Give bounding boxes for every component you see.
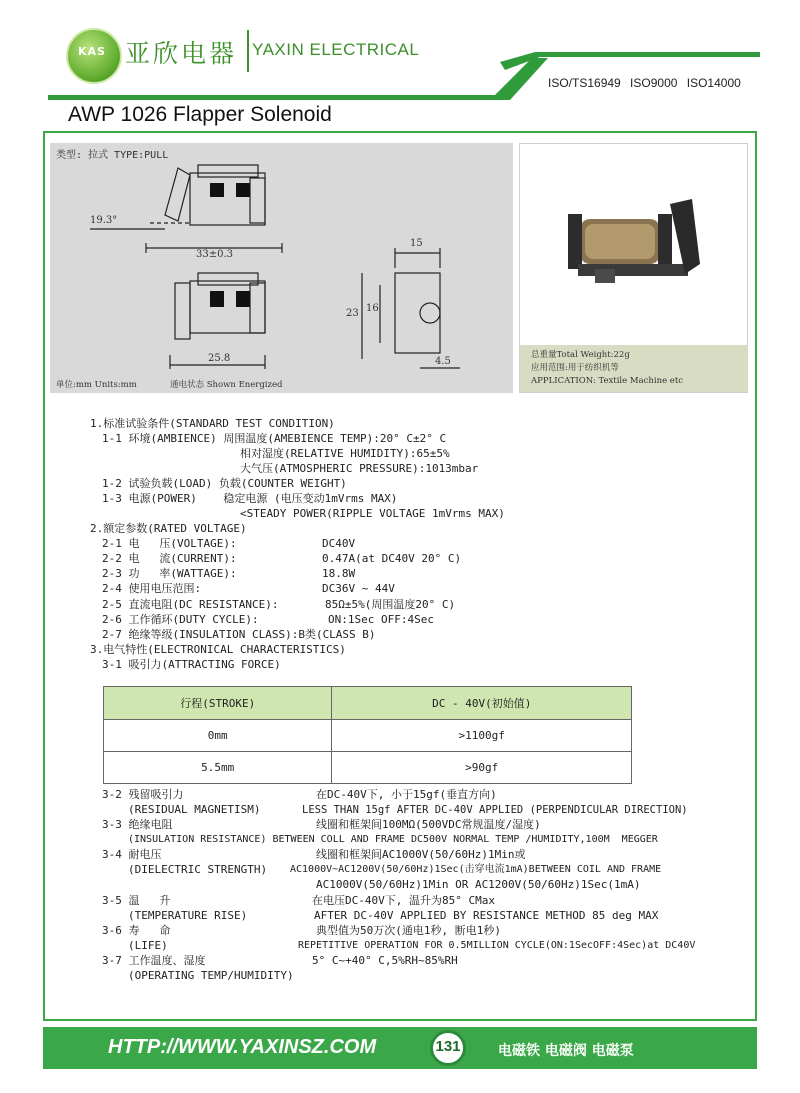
dim-height-inner: 16 <box>366 303 379 314</box>
spec-3-7-value: 5° C~+40° C,5%RH~85%RH <box>312 954 458 967</box>
spec-3-7: 3-7 工作温度、湿度 <box>102 954 206 967</box>
dim-foot: 4.5 <box>435 356 451 367</box>
table-cell-stroke: 0mm <box>104 720 332 752</box>
table-header-dc40v: DC - 40V(初始值) <box>332 687 632 720</box>
spec-2-5-value: 85Ω±5%(周围温度20° C) <box>325 598 456 611</box>
spec-2-6-value: ON:1Sec OFF:4Sec <box>328 613 434 626</box>
spec-3-4b: (DIELECTRIC STRENGTH) <box>128 863 268 876</box>
logo-text: KAS <box>78 45 106 58</box>
table-cell-force: >1100gf <box>332 720 632 752</box>
brand-name-cn: 亚欣电器 <box>125 39 238 68</box>
dim-width: 15 <box>410 238 423 249</box>
spec-1-1c: 大气压(ATMOSPHERIC PRESSURE):1013mbar <box>240 462 479 475</box>
dim-angle: 19.3° <box>90 215 118 226</box>
page-title: AWP 1026 Flapper Solenoid <box>68 103 332 126</box>
spec-3-5b-value: AFTER DC-40V APPLIED BY RESISTANCE METHOD 85 deg MAX <box>314 909 659 922</box>
type-label: 类型: 拉式 TYPE:PULL <box>56 150 169 161</box>
spec-3-2-value: 在DC-40V下, 小于15gf(垂直方向) <box>316 788 497 801</box>
footer-products: 电磁铁 电磁阀 电磁泵 <box>498 1043 634 1059</box>
dim-length: 33±0.3 <box>196 249 234 260</box>
spec-1: 1.标准试验条件(STANDARD TEST CONDITION) <box>90 417 335 430</box>
spec-3-5b: (TEMPERATURE RISE) <box>128 909 248 922</box>
spec-2-6: 2-6 工作循环(DUTY CYCLE): <box>102 613 259 626</box>
spec-2-4-value: DC36V ~ 44V <box>322 582 395 595</box>
photo-caption <box>520 345 748 392</box>
spec-1-1b: 相对湿度(RELATIVE HUMIDITY):65±5% <box>240 447 450 460</box>
table-cell-force: >90gf <box>332 752 632 784</box>
spec-3-6b: (LIFE) <box>128 939 168 952</box>
table-header-stroke: 行程(STROKE) <box>104 687 332 720</box>
brand-name-en: YAXIN ELECTRICAL <box>252 40 420 59</box>
website-link[interactable]: HTTP://WWW.YAXINSZ.COM <box>108 1036 377 1058</box>
spec-1-1: 1-1 环境(AMBIENCE) 周围温度(AMEBIENCE TEMP):20° C±2° C <box>102 432 447 445</box>
spec-2-3-value: 18.8W <box>322 567 356 580</box>
brand-divider <box>247 30 249 72</box>
spec-3-6-value: 典型值为50万次(通电1秒, 断电1秒) <box>316 924 501 937</box>
attracting-force-table <box>103 686 632 784</box>
spec-3-3: 3-3 绝缘电阻 <box>102 818 173 831</box>
technical-drawing <box>50 143 513 393</box>
application-en: APPLICATION: Textile Machine etc <box>531 376 684 386</box>
spec-3-5: 3-5 温 升 <box>102 894 171 907</box>
spec-3-1: 3-1 吸引力(ATTRACTING FORCE) <box>102 658 281 671</box>
spec-3-6b-value: REPETITIVE OPERATION FOR 0.5MILLION CYCLE(ON:1SecOFF:4Sec)at DC40V <box>298 940 696 951</box>
spec-2: 2.额定参数(RATED VOLTAGE) <box>90 522 247 535</box>
spec-3-2b-value: LESS THAN 15gf AFTER DC-40V APPLIED (PERPENDICULAR DIRECTION) <box>302 804 688 816</box>
spec-3-4b-value: AC1000V~AC1200V(50/60Hz)1Sec(击穿电流1mA)BETWEEN COIL AND FRAME <box>290 864 662 875</box>
spec-3-4c: AC1000V(50/60Hz)1Min OR AC1200V(50/60Hz)1Sec(1mA) <box>316 878 641 891</box>
spec-3-4-value: 线圈和框架间AC1000V(50/60Hz)1Min或 <box>316 848 526 861</box>
spec-2-4: 2-4 使用电压范围: <box>102 582 202 595</box>
spec-2-3: 2-3 功 率(WATTAGE): <box>102 567 237 580</box>
table-row <box>104 752 632 784</box>
spec-2-2-value: 0.47A(at DC40V 20° C) <box>322 552 462 565</box>
spec-3-2b: (RESIDUAL MAGNETISM) <box>128 803 261 816</box>
spec-3-2: 3-2 残留吸引力 <box>102 788 184 801</box>
spec-2-2: 2-2 电 流(CURRENT): <box>102 552 237 565</box>
units-label: 单位:mm Units:mm <box>56 380 137 390</box>
total-weight: 总重量Total Weight:22g <box>531 350 630 360</box>
spec-2-1: 2-1 电 压(VOLTAGE): <box>102 537 237 550</box>
spec-1-3b: <STEADY POWER(RIPPLE VOLTAGE 1mVrms MAX) <box>240 507 505 520</box>
table-row <box>104 720 632 752</box>
application-cn: 应用范围:用于纺织机等 <box>531 363 619 373</box>
spec-3-3b: (INSULATION RESISTANCE) BETWEEN COLL AND FRAME DC500V NORMAL TEMP /HUMIDITY,100M MEGGER <box>128 834 658 845</box>
page-number: 131 <box>435 1038 461 1055</box>
spec-3-4: 3-4 耐电压 <box>102 848 162 861</box>
spec-2-5: 2-5 直流电阻(DC RESISTANCE): <box>102 598 279 611</box>
certifications: ISO/TS16949 ISO9000 ISO14000 <box>548 76 741 90</box>
table-cell-stroke: 5.5mm <box>104 752 332 784</box>
spec-3-7b: (OPERATING TEMP/HUMIDITY) <box>128 969 294 982</box>
spec-1-3: 1-3 电源(POWER) 稳定电源 (电压变动1mVrms MAX) <box>102 492 398 505</box>
spec-3: 3.电气特性(ELECTRONICAL CHARACTERISTICS) <box>90 643 346 656</box>
spec-2-1-value: DC40V <box>322 537 356 550</box>
solenoid-photo-svg <box>520 144 749 344</box>
dim-base: 25.8 <box>208 353 231 364</box>
spec-3-5-value: 在电压DC-40V下, 温升为85° CMax <box>312 894 495 907</box>
table-header-row <box>104 687 632 720</box>
spec-1-2: 1-2 试验负载(LOAD) 负载(COUNTER WEIGHT) <box>102 477 347 490</box>
spec-3-6: 3-6 寿 命 <box>102 924 171 937</box>
state-label: 通电状态 Shown Energized <box>170 380 283 390</box>
spec-2-7: 2-7 绝缘等级(INSULATION CLASS):B类(CLASS B) <box>102 628 376 641</box>
dim-height-outer: 23 <box>346 308 359 319</box>
spec-3-3-value: 线圈和框架间100MΩ(500VDC常规温度/湿度) <box>316 818 541 831</box>
